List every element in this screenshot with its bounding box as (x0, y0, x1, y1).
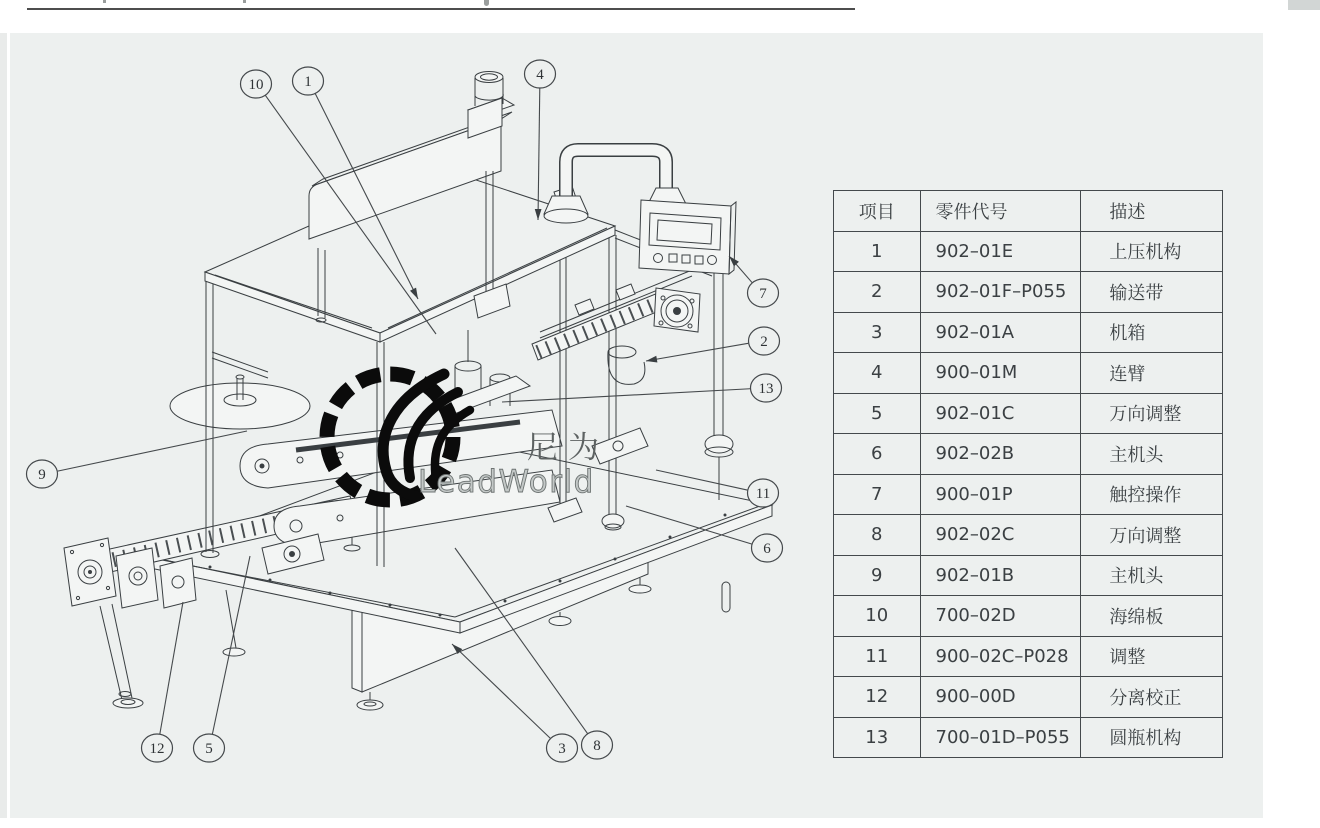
part-no-cell: 902–01B (920, 555, 1081, 596)
callout-number-5: 5 (205, 741, 213, 757)
callout-number-12: 12 (149, 741, 165, 757)
desc-cell: 海绵板 (1081, 596, 1223, 637)
table-header-row (834, 191, 1223, 232)
header-item: 项目 (834, 191, 921, 232)
item-cell: 4 (834, 353, 921, 394)
table-row (834, 393, 1223, 434)
desc-cell: 主机头 (1081, 555, 1223, 596)
desc-cell: 输送带 (1081, 272, 1223, 313)
table-row (834, 636, 1223, 677)
press-cylinder (475, 72, 503, 83)
item-cell: 5 (834, 393, 921, 434)
touch-panel (639, 200, 736, 274)
callout-number-6: 6 (763, 541, 771, 557)
parts-table-body (834, 231, 1223, 758)
leader-arrowhead (646, 356, 657, 363)
watermark-cn-text: 尼为 (527, 430, 609, 466)
callout-number-1: 1 (304, 74, 312, 90)
desc-cell: 连臂 (1081, 353, 1223, 394)
item-cell: 1 (834, 231, 921, 272)
desc-cell: 调整 (1081, 636, 1223, 677)
table-row (834, 434, 1223, 475)
item-cell: 7 (834, 474, 921, 515)
callout-number-2: 2 (760, 334, 768, 350)
part-no-cell: 902–01A (920, 312, 1081, 353)
leader-line-3 (452, 644, 550, 738)
desc-cell: 主机头 (1081, 434, 1223, 475)
part-no-cell: 700–02D (920, 596, 1081, 637)
conveyor-motor (160, 558, 196, 608)
item-cell: 12 (834, 677, 921, 718)
table-row (834, 353, 1223, 394)
item-cell: 3 (834, 312, 921, 353)
leader-line-13 (502, 389, 750, 402)
column-foot (705, 435, 733, 453)
desc-cell: 分离校正 (1081, 677, 1223, 718)
table-row (834, 515, 1223, 556)
part-no-cell: 902–02B (920, 434, 1081, 475)
callout-number-3: 3 (558, 741, 566, 757)
desc-cell: 上压机构 (1081, 231, 1223, 272)
callout-number-4: 4 (536, 67, 544, 83)
callout-number-13: 13 (758, 381, 774, 397)
callout-number-10: 10 (248, 77, 264, 93)
item-cell: 2 (834, 272, 921, 313)
desc-cell: 机箱 (1081, 312, 1223, 353)
header-part-no: 零件代号 (920, 191, 1081, 232)
leader-line-12 (160, 602, 183, 734)
desc-cell: 万向调整 (1081, 515, 1223, 556)
leader-line-4 (538, 88, 540, 220)
part-no-cell: 900–00D (920, 677, 1081, 718)
table-row (834, 312, 1223, 353)
side-handle (722, 582, 730, 612)
parts-table (833, 190, 1223, 758)
leader-line-9 (58, 431, 247, 471)
item-cell: 11 (834, 636, 921, 677)
table-row (834, 717, 1223, 758)
table-row (834, 677, 1223, 718)
part-no-cell: 902–01E (920, 231, 1081, 272)
desc-cell: 圆瓶机构 (1081, 717, 1223, 758)
part-no-cell: 902–01C (920, 393, 1081, 434)
callout-number-9: 9 (38, 467, 46, 483)
part-no-cell: 902–01F–P055 (920, 272, 1081, 313)
desc-cell: 万向调整 (1081, 393, 1223, 434)
leader-line-2 (646, 343, 748, 361)
item-cell: 10 (834, 596, 921, 637)
table-row (834, 231, 1223, 272)
callout-number-11: 11 (755, 486, 771, 502)
part-no-cell: 900–01P (920, 474, 1081, 515)
item-cell: 6 (834, 434, 921, 475)
desc-cell: 触控操作 (1081, 474, 1223, 515)
header-desc: 描述 (1081, 191, 1223, 232)
part-no-cell: 902–02C (920, 515, 1081, 556)
table-row (834, 596, 1223, 637)
part-no-cell: 700–01D–P055 (920, 717, 1081, 758)
item-cell: 9 (834, 555, 921, 596)
table-row (834, 555, 1223, 596)
part-no-cell: 900–01M (920, 353, 1081, 394)
watermark-en-text: LeadWorld (418, 464, 595, 500)
item-cell: 8 (834, 515, 921, 556)
item-cell: 13 (834, 717, 921, 758)
callout-number-8: 8 (593, 738, 601, 754)
part-no-cell: 900–02C–P028 (920, 636, 1081, 677)
table-row (834, 474, 1223, 515)
table-row (834, 272, 1223, 313)
callout-number-7: 7 (759, 286, 767, 302)
